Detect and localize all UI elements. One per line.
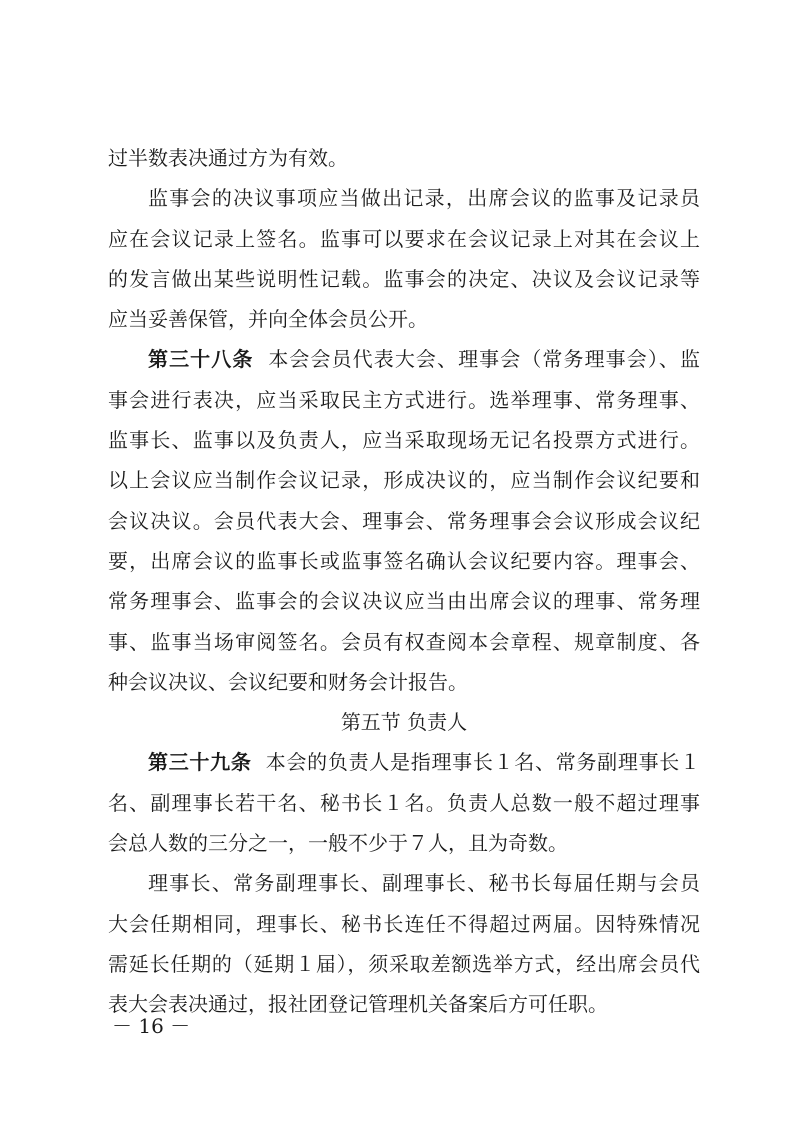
text-line: 应在会议记录上签名。监事可以要求在会议记录上对其在会议上: [108, 226, 700, 251]
text-line: 会总人数的三分之一，一般不少于７人，且为奇数。: [108, 831, 568, 856]
text-line: 监事会的决议事项应当做出记录，出席会议的监事及记录员: [148, 186, 700, 211]
text-line: 监事长、监事以及负责人，应当采取现场无记名投票方式进行。: [108, 428, 700, 453]
text-line: 事会进行表决，应当采取民主方式进行。选举理事、常务理事、: [108, 387, 700, 412]
text-span: 本会会员代表大会、理事会（常务理事会）、监: [268, 347, 701, 372]
text-line: 要，出席会议的监事长或监事签名确认会议纪要内容。理事会、: [108, 548, 700, 573]
text-line: 种会议决议、会议纪要和财务会计报告。: [108, 669, 468, 694]
text-line: 过半数表决通过方为有效。: [108, 146, 348, 170]
text-line: 表大会表决通过，报社团登记管理机关备案后方可任职。: [108, 992, 608, 1017]
article-38-first-line: [108, 339, 700, 379]
text-line: 常务理事会、监事会的会议决议应当由出席会议的理事、常务理: [108, 589, 700, 614]
text-line: 大会任期相同，理事长、秘书长连任不得超过两届。因特殊情况: [108, 911, 700, 936]
text-line: 理事长、常务副理事长、副理事长、秘书长每届任期与会员: [148, 871, 700, 896]
page-number: － 16 －: [112, 1014, 191, 1038]
text-line: 以上会议应当制作会议记录，形成决议的，应当制作会议纪要和: [108, 468, 700, 493]
article-38-title: 第三十八条: [148, 347, 254, 372]
document-body: [108, 138, 700, 1025]
text-span: 本会的负责人是指理事长１名、常务副理事长１: [265, 750, 701, 775]
text-line: 应当妥善保管，并向全体会员公开。: [108, 307, 428, 332]
text-line: 需延长任期的（延期１届），须采取差额选举方式，经出席会员代: [108, 951, 700, 976]
article-39-title: 第三十九条: [148, 750, 252, 775]
text-line: 会议决议。会员代表大会、理事会、常务理事会会议形成会议纪: [108, 508, 700, 533]
section-heading: 第五节 负责人: [340, 710, 468, 735]
text-line: 的发言做出某些说明性记载。监事会的决定、决议及会议记录等: [108, 266, 700, 291]
text-line: 事、监事当场审阅签名。会员有权查阅本会章程、规章制度、各: [108, 629, 700, 654]
text-line: 名、副理事长若干名、秘书长１名。负责人总数一般不超过理事: [108, 790, 700, 815]
article-39-first-line: [108, 742, 700, 782]
